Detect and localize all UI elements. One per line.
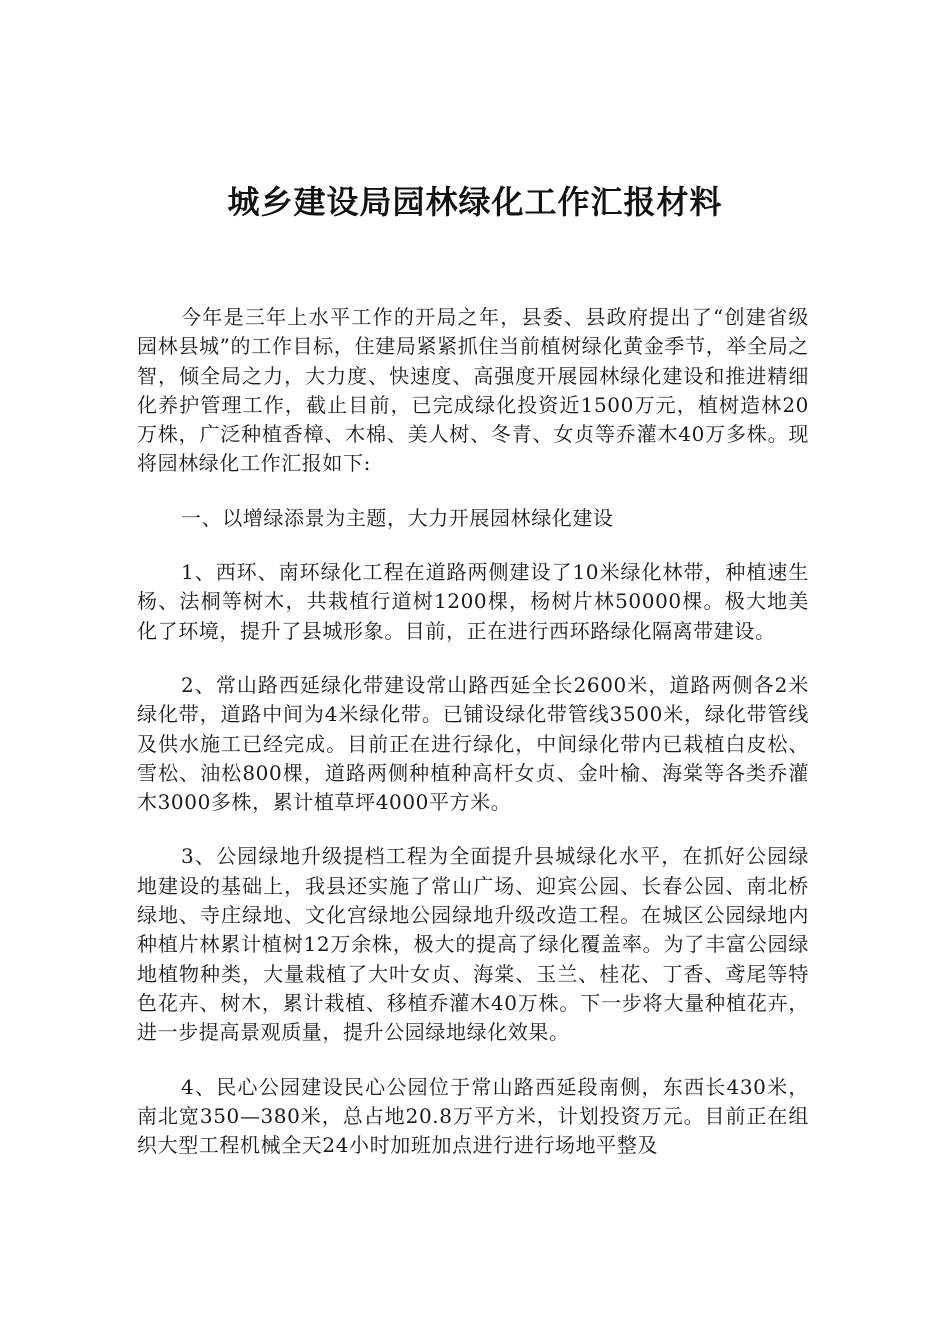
- intro-paragraph: 今年是三年上水平工作的开局之年，县委、县政府提出了“创建省级园林县城”的工作目标，住建局紧紧抓住当前植树绿化黄金季节，举全局之智，倾全局之力，大力度、快速度、高强度开展园林绿化建设和推进精细化养护管理工作，截止目前，已完成绿化投资近1500万元，植树造林20万株，广泛种植香樟、木棉、美人树、冬青、女贞等乔灌木40万多株。现将园林绿化工作汇报如下:: [137, 305, 809, 476]
- item-paragraph-2: 2、常山路西延绿化带建设常山路西延全长2600米，道路两侧各2米绿化带，道路中间为4米绿化带。已铺设绿化带管线3500米，绿化带管线及供水施工已经完成。目前正在进行绿化，中间绿化带内已栽植白皮松、雪松、油松800棵，道路两侧种植种高杆女贞、金叶榆、海棠等各类乔灌木3000多株，累计植草坪4000平方米。: [137, 672, 809, 815]
- document-body: [137, 303, 809, 1185]
- item-paragraph-3: 3、公园绿地升级提档工程为全面提升县城绿化水平，在抓好公园绿地建设的基础上，我县还实施了常山广场、迎宾公园、长春公园、南北桥绿地、寺庄绿地、文化宫绿地公园绿地升级改造工程。在城区公园绿地内种植片林累计植树12万余株，极大的提高了绿化覆盖率。为了丰富公园绿地植物种类，大量栽植了大叶女贞、海棠、玉兰、桂花、丁香、鸢尾等特色花卉、树木，累计栽植、移植乔灌木40万株。下一步将大量种植花卉，进一步提高景观质量，提升公园绿地绿化效果。: [137, 844, 809, 1045]
- document-title: 城乡建设局园林绿化工作汇报材料: [227, 183, 723, 221]
- item-paragraph-4: 4、民心公园建设民心公园位于常山路西延段南侧，东西长430米，南北宽350—380米，总占地20.8万平方米，计划投资万元。目前正在组织大型工程机械全天24小时加班加点进行进行场地平整及: [137, 1074, 809, 1158]
- item-paragraph-1: 1、西环、南环绿化工程在道路两侧建设了10米绿化林带，种植速生杨、法桐等树木，共栽植行道树1200棵，杨树片林50000棵。极大地美化了环境，提升了县城形象。目前，正在进行西环路绿化隔离带建设。: [137, 560, 809, 643]
- section-heading: 一、以增绿添景为主题，大力开展园林绿化建设: [181, 505, 614, 530]
